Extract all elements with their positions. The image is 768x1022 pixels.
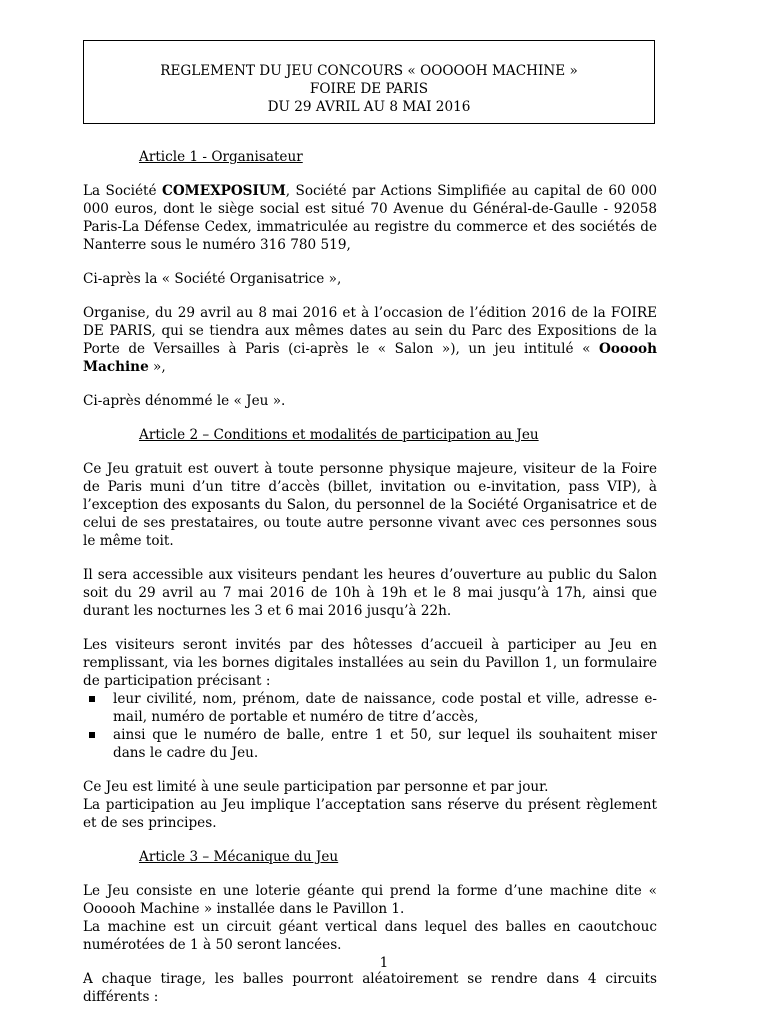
title-box	[83, 40, 655, 124]
article-3-heading: Article 3 – Mécanique du Jeu	[139, 849, 339, 865]
article-2-paragraph-4: Ce Jeu est limité à une seule participation par personne et par jour.	[83, 779, 549, 795]
article-2-paragraph-5: La participation au Jeu implique l’acceptation sans réserve du présent règlement et de ses principes.	[83, 797, 657, 831]
article-2-paragraph-1: Ce Jeu gratuit est ouvert à toute personne physique majeure, visiteur de la Foire de Paris muni d’un titre d’accès (billet, invitation ou e-invitation, pass VIP), à l’exception des exposants du Salon, du personnel de la Société Organisatrice et de celui de ses prestataires, ou toute autre personne vivant avec ces personnes sous le même toit.	[83, 461, 657, 549]
article-1-heading: Article 1 - Organisateur	[139, 149, 303, 165]
article-3-paragraph-1: Le Jeu consiste en une loterie géante qui prend la forme d’une machine dite « Oooooh Machine » installée dans le Pavillon 1.	[83, 883, 657, 917]
article-2-paragraph-2: Il sera accessible aux visiteurs pendant les heures d’ouverture au public du Salon soit du 29 avril au 7 mai 2016 de 10h à 19h et le 8 mai jusqu’à 17h, ainsi que durant les nocturnes les 3 et 6 mai 2016 jusqu’à 22h.	[83, 567, 657, 619]
article-1-paragraph-3: Organise, du 29 avril au 8 mai 2016 et à l’occasion de l’édition 2016 de la FOIRE DE PARIS, qui se tiendra aux mêmes dates au sein du Parc des Expositions de la Porte de Versailles à Paris (ci-après le « Salon »), un jeu intitulé « Oooooh Machine »,	[83, 305, 657, 375]
article-1-paragraph-1: La Société COMEXPOSIUM, Société par Actions Simplifiée au capital de 60 000 000 euros, dont le siège social est situé 70 Avenue du Général-de-Gaulle - 92058 Paris-La Défense Cedex, immatriculée au registre du commerce et des sociétés de Nanterre sous le numéro 316 780 519,	[83, 183, 657, 253]
title-line-3: DU 29 AVRIL AU 8 MAI 2016	[267, 99, 471, 115]
article-2-paragraph-3: Les visiteurs seront invités par des hôtesses d’accueil à participer au Jeu en remplissant, via les bornes digitales installées au sein du Pavillon 1, un formulaire de participation précisant :	[83, 637, 657, 689]
article-1-paragraph-4: Ci-après dénommé le « Jeu ».	[83, 393, 286, 409]
article-1-paragraph-2: Ci-après la « Société Organisatrice »,	[83, 271, 342, 287]
square-bullet-icon	[89, 732, 95, 738]
participation-fields-list	[83, 690, 657, 762]
article-3-paragraph-2: La machine est un circuit géant vertical dans lequel des balles en caoutchouc numérotées de 1 à 50 seront lancées.	[83, 919, 657, 953]
list-item: ainsi que le numéro de balle, entre 1 et 50, sur lequel ils souhaitent miser dans le cadre du Jeu.	[83, 726, 657, 762]
title-line-2: FOIRE DE PARIS	[309, 81, 429, 97]
company-name: COMEXPOSIUM	[162, 183, 286, 199]
list-item: leur civilité, nom, prénom, date de naissance, code postal et ville, adresse e-mail, numéro de portable et numéro de titre d’accès,	[83, 690, 657, 726]
title-line-1: REGLEMENT DU JEU CONCOURS « OOOOOH MACHINE »	[160, 63, 578, 79]
article-2-heading: Article 2 – Conditions et modalités de participation au Jeu	[139, 427, 539, 443]
square-bullet-icon	[89, 696, 95, 702]
game-name: Oooooh Machine	[83, 341, 657, 375]
document-body	[83, 148, 657, 1022]
page-number: 1	[379, 955, 389, 971]
article-3-paragraph-3: A chaque tirage, les balles pourront aléatoirement se rendre dans 4 circuits différents :	[83, 971, 657, 1005]
